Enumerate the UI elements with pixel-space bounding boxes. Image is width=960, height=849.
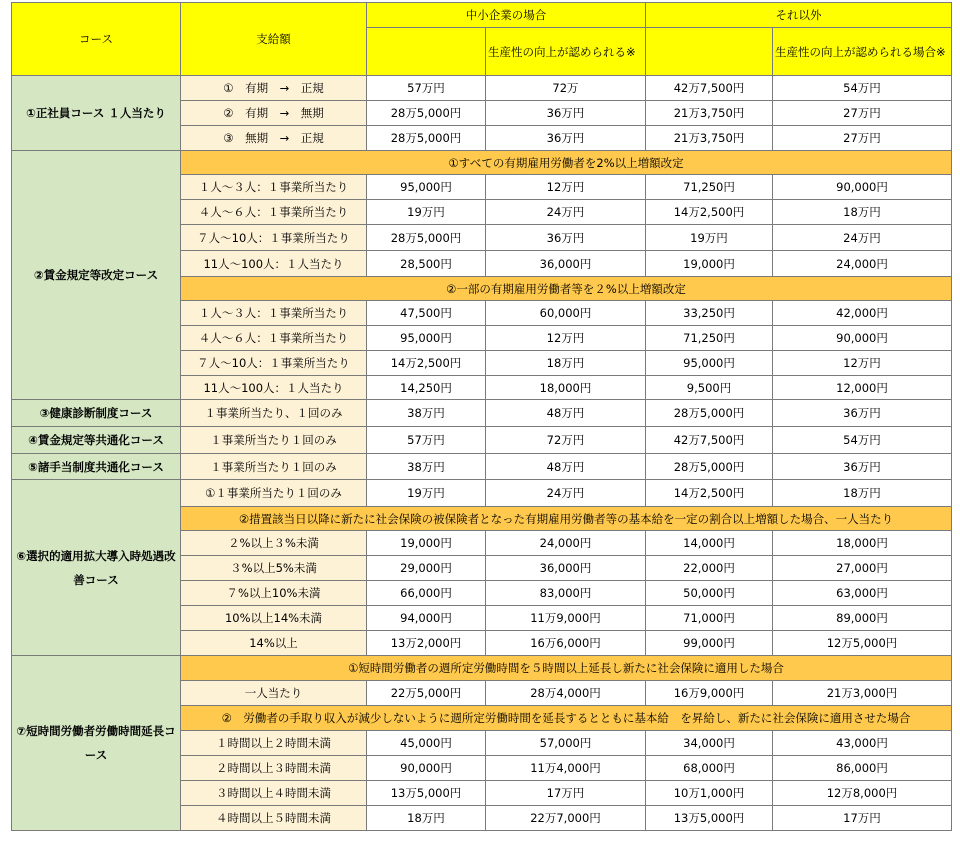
header-other-productivity: 生産性の向上が認められる場合※: [773, 28, 952, 76]
amount-value: 21万3,000円: [773, 681, 952, 706]
amount-value: 94,000円: [367, 606, 486, 631]
amount-value: 14,000円: [646, 531, 773, 556]
amount-value: 22万5,000円: [367, 681, 486, 706]
amount-value: 18万円: [773, 480, 952, 507]
amount-value: 28万5,000円: [367, 101, 486, 126]
amount-label: 11人～100人：１人当たり: [181, 376, 367, 400]
amount-value: 33,250円: [646, 301, 773, 326]
amount-value: 36万円: [486, 101, 646, 126]
table-row: [12, 427, 952, 454]
amount-value: 95,000円: [646, 351, 773, 376]
amount-value: 63,000円: [773, 581, 952, 606]
amount-value: 90,000円: [367, 756, 486, 781]
header-other: それ以外: [646, 3, 952, 28]
amount-value: 28万5,000円: [367, 225, 486, 251]
amount-value: 34,000円: [646, 731, 773, 756]
amount-value: 54万円: [773, 76, 952, 101]
amount-label: ③ 無期 → 正規: [181, 126, 367, 151]
amount-value: 11万4,000円: [486, 756, 646, 781]
amount-value: 36万円: [773, 400, 952, 427]
amount-value: 9,500円: [646, 376, 773, 400]
table-body: [12, 76, 952, 831]
amount-label: １時間以上２時間未満: [181, 731, 367, 756]
amount-value: 86,000円: [773, 756, 952, 781]
amount-value: 17万円: [486, 781, 646, 806]
amount-value: 14万2,500円: [646, 200, 773, 225]
amount-value: 50,000円: [646, 581, 773, 606]
amount-value: 42万7,500円: [646, 427, 773, 454]
amount-label: １事業所当たり１回のみ: [181, 427, 367, 454]
amount-label: ② 有期 → 無期: [181, 101, 367, 126]
section-row: [12, 151, 952, 175]
amount-label: ７%以上10%未満: [181, 581, 367, 606]
amount-label: １事業所当たり１回のみ: [181, 454, 367, 480]
amount-value: 16万9,000円: [646, 681, 773, 706]
amount-value: 60,000円: [486, 301, 646, 326]
amount-value: 11万9,000円: [486, 606, 646, 631]
header-amount: 支給額: [181, 3, 367, 76]
amount-value: 90,000円: [773, 175, 952, 200]
section-header: ②一部の有期雇用労働者等を２%以上増額改定: [181, 277, 952, 301]
amount-value: 27万円: [773, 126, 952, 151]
amount-value: 95,000円: [367, 175, 486, 200]
amount-label: ３%以上5%未満: [181, 556, 367, 581]
amount-value: 10万1,000円: [646, 781, 773, 806]
amount-value: 19,000円: [367, 531, 486, 556]
amount-value: 28万4,000円: [486, 681, 646, 706]
amount-value: 12万8,000円: [773, 781, 952, 806]
section-header: ①すべての有期雇用労働者を2%以上増額改定: [181, 151, 952, 175]
subsidy-table: [11, 2, 952, 831]
course-name: ⑥選択的適用拡大導入時処遇改善コース: [12, 480, 181, 656]
amount-value: 36万円: [773, 454, 952, 480]
amount-value: 18,000円: [773, 531, 952, 556]
amount-value: 57,000円: [486, 731, 646, 756]
amount-label: 10%以上14%未満: [181, 606, 367, 631]
course-name: ⑤諸手当制度共通化コース: [12, 454, 181, 480]
section-header: ①短時間労働者の週所定労働時間を５時間以上延長し新たに社会保険に適用した場合: [181, 656, 952, 681]
table-row: [12, 454, 952, 480]
amount-value: 54万円: [773, 427, 952, 454]
amount-value: 42万7,500円: [646, 76, 773, 101]
amount-value: 36,000円: [486, 251, 646, 277]
amount-value: 18,000円: [486, 376, 646, 400]
amount-value: 43,000円: [773, 731, 952, 756]
amount-value: 27,000円: [773, 556, 952, 581]
amount-value: 24万円: [486, 200, 646, 225]
amount-label: ４時間以上５時間未満: [181, 806, 367, 831]
amount-value: 48万円: [486, 454, 646, 480]
amount-label: 11人～100人：１人当たり: [181, 251, 367, 277]
amount-label: ７人～10人：１事業所当たり: [181, 225, 367, 251]
amount-value: 19万円: [367, 200, 486, 225]
course-name: ④賃金規定等共通化コース: [12, 427, 181, 454]
amount-label: １事業所当たり、１回のみ: [181, 400, 367, 427]
amount-value: 12万円: [486, 326, 646, 351]
header-sme: 中小企業の場合: [367, 3, 646, 28]
amount-label: ４人～６人：１事業所当たり: [181, 200, 367, 225]
amount-label: 一人当たり: [181, 681, 367, 706]
amount-value: 24,000円: [486, 531, 646, 556]
amount-value: 71,000円: [646, 606, 773, 631]
amount-value: 12万円: [773, 351, 952, 376]
amount-label: ３時間以上４時間未満: [181, 781, 367, 806]
amount-value: 16万6,000円: [486, 631, 646, 656]
amount-value: 12万5,000円: [773, 631, 952, 656]
course-name: ③健康診断制度コース: [12, 400, 181, 427]
amount-value: 14,250円: [367, 376, 486, 400]
amount-label: ４人～６人：１事業所当たり: [181, 326, 367, 351]
course-name: ②賃金規定等改定コース: [12, 151, 181, 400]
amount-value: 99,000円: [646, 631, 773, 656]
amount-value: 13万2,000円: [367, 631, 486, 656]
amount-label: ７人～10人：１事業所当たり: [181, 351, 367, 376]
amount-value: 12万円: [486, 175, 646, 200]
table-row: [12, 76, 952, 101]
amount-value: 89,000円: [773, 606, 952, 631]
table-row: [12, 400, 952, 427]
amount-label: １人～３人：１事業所当たり: [181, 175, 367, 200]
amount-value: 22万7,000円: [486, 806, 646, 831]
header-sme-base: [367, 28, 486, 76]
amount-value: 28,500円: [367, 251, 486, 277]
amount-label: ２時間以上３時間未満: [181, 756, 367, 781]
amount-value: 90,000円: [773, 326, 952, 351]
course-name: ⑦短時間労働者労働時間延長コース: [12, 656, 181, 831]
amount-value: 14万2,500円: [646, 480, 773, 507]
amount-value: 45,000円: [367, 731, 486, 756]
table-row: [12, 480, 952, 507]
amount-value: 38万円: [367, 400, 486, 427]
amount-value: 19,000円: [646, 251, 773, 277]
amount-value: 38万円: [367, 454, 486, 480]
amount-value: 36万円: [486, 225, 646, 251]
amount-value: 21万3,750円: [646, 101, 773, 126]
amount-value: 29,000円: [367, 556, 486, 581]
amount-value: 72万円: [486, 427, 646, 454]
amount-label: ①１事業所当たり１回のみ: [181, 480, 367, 507]
amount-value: 71,250円: [646, 175, 773, 200]
header-other-base: [646, 28, 773, 76]
amount-label: 14%以上: [181, 631, 367, 656]
amount-value: 18万円: [367, 806, 486, 831]
amount-value: 19万円: [367, 480, 486, 507]
course-name: ①正社員コース １人当たり: [12, 76, 181, 151]
amount-label: ２%以上３%未満: [181, 531, 367, 556]
amount-value: 12,000円: [773, 376, 952, 400]
amount-value: 48万円: [486, 400, 646, 427]
amount-value: 28万5,000円: [646, 454, 773, 480]
section-row: [12, 656, 952, 681]
amount-value: 24万円: [773, 225, 952, 251]
amount-value: 28万5,000円: [646, 400, 773, 427]
amount-value: 19万円: [646, 225, 773, 251]
amount-value: 57万円: [367, 76, 486, 101]
header-sme-productivity: 生産性の向上が認められる※: [486, 28, 646, 76]
amount-value: 18万円: [486, 351, 646, 376]
amount-value: 83,000円: [486, 581, 646, 606]
amount-value: 22,000円: [646, 556, 773, 581]
amount-value: 36万円: [486, 126, 646, 151]
amount-value: 18万円: [773, 200, 952, 225]
amount-value: 24万円: [486, 480, 646, 507]
amount-value: 24,000円: [773, 251, 952, 277]
amount-value: 36,000円: [486, 556, 646, 581]
amount-value: 57万円: [367, 427, 486, 454]
header-course: コース: [12, 3, 181, 76]
amount-value: 42,000円: [773, 301, 952, 326]
amount-value: 28万5,000円: [367, 126, 486, 151]
amount-value: 27万円: [773, 101, 952, 126]
amount-label: １人～３人：１事業所当たり: [181, 301, 367, 326]
amount-value: 95,000円: [367, 326, 486, 351]
amount-value: 68,000円: [646, 756, 773, 781]
amount-value: 17万円: [773, 806, 952, 831]
section-header: ② 労働者の手取り収入が減少しないように週所定労働時間を延長するとともに基本給 を昇給し、新たに社会保険に適用させた場合: [181, 706, 952, 731]
amount-value: 14万2,500円: [367, 351, 486, 376]
amount-value: 47,500円: [367, 301, 486, 326]
amount-value: 72万: [486, 76, 646, 101]
amount-value: 21万3,750円: [646, 126, 773, 151]
amount-label: ① 有期 → 正規: [181, 76, 367, 101]
amount-value: 66,000円: [367, 581, 486, 606]
amount-value: 71,250円: [646, 326, 773, 351]
amount-value: 13万5,000円: [646, 806, 773, 831]
section-header: ②措置該当日以降に新たに社会保険の被保険者となった有期雇用労働者等の基本給を一定の割合以上増額した場合、一人当たり: [181, 507, 952, 531]
amount-value: 13万5,000円: [367, 781, 486, 806]
